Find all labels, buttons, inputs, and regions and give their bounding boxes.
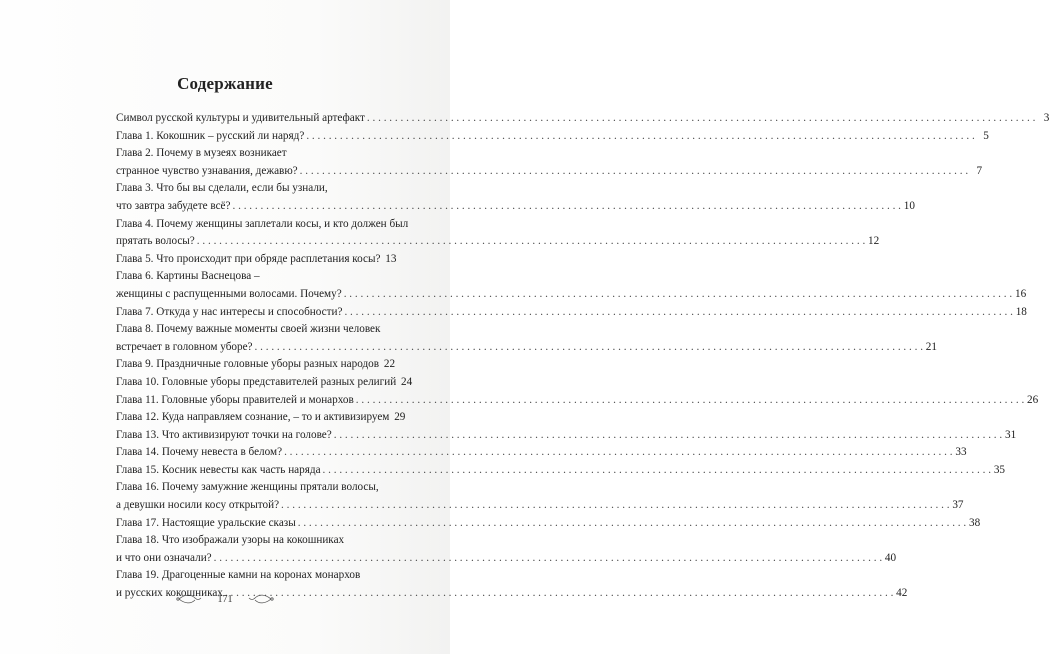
toc-entry-title: Глава 17. Настоящие уральские сказы xyxy=(116,516,296,529)
toc-entry xyxy=(116,304,1027,322)
toc-entry-title: Глава 14. Почему невеста в белом? xyxy=(116,446,283,459)
toc-entry-page: 18 xyxy=(1015,305,1027,318)
dot-leader: . . . . . . . . . . . . . . . . . . . . . . . . . . . . . . . . . . . . . . . . . . . . . . . . . . . . . . . . . . . . . . . . . . . . . . . . . . . . . . . . . . . . . . . . . . . . . . . . . . . . . . . . . . . . . . . . . . . . . . . . xyxy=(344,305,1013,318)
toc-entry-line: Глава 16. Почему замужние женщины прятали волосы, xyxy=(116,481,379,494)
toc-entry xyxy=(116,462,1005,480)
toc-entry xyxy=(116,479,964,514)
toc-entry-title: Глава 11. Головные уборы правителей и монархов xyxy=(116,393,354,406)
toc-entry-row xyxy=(116,427,1017,445)
toc-entry xyxy=(116,268,1027,303)
dot-leader: . . . . . . . . . . . . . . . . . . . . . . . . . . . . . . . . . . . . . . . . . . . . . . . . . . . . . . . . . . . . . . . . . . . . . . . . . . . . . . . . . . . . . . . . . . . . . . . . . . . . . . . . . . . . . . . . . . . . . . . . xyxy=(306,129,975,142)
dot-leader: . . . . . . . . . . . . . . . . . . . . . . . . . . . . . . . . . . . . . . . . . . . . . . . . . . . . . . . . . . . . . . . . . . . . . . . . . . . . . . . . . . . . . . . . . . . . . . . . . . . . . . . . . . . . . . . . . . . . . . . . xyxy=(355,393,1025,406)
toc-entry-page: 10 xyxy=(903,199,915,212)
toc-entry-row xyxy=(116,497,964,515)
toc-entry-title: Глава 13. Что активизируют точки на голове? xyxy=(116,428,332,441)
toc-entry-line: Глава 18. Что изображали узоры на кокошниках xyxy=(116,534,345,547)
toc-entry xyxy=(116,532,897,567)
toc-entry xyxy=(116,444,967,462)
toc-entry-title: Глава 10. Головные уборы представителей разных религий xyxy=(116,375,397,388)
toc-entry-row xyxy=(116,550,897,568)
toc-entry-row xyxy=(116,392,1039,410)
toc-entry-row xyxy=(116,356,396,374)
toc-entry xyxy=(116,145,983,180)
toc-entry-title: Глава 9. Праздничные головные уборы разных народов xyxy=(116,358,380,371)
toc-entry xyxy=(116,392,1039,410)
toc-entry-page: 31 xyxy=(1004,428,1017,441)
toc-entry xyxy=(116,128,989,146)
toc-entry-title: Глава 1. Кокошник – русский ли наряд? xyxy=(116,129,305,142)
dot-leader: . . . . . . . . . . . . . . . . . . . . . . . . . . . . . . . . . . . . . . . . . . . . . . . . . . . . . . . . . . . . . . . . . . . . . . . . . . . . . . . . . . . . . . . . . . . . . . . . . . . . . . . . . . . . . . . . . . . . . . . . xyxy=(281,499,950,512)
toc-entry-row xyxy=(116,374,413,392)
page-title: Содержание xyxy=(177,74,273,93)
toc-entry xyxy=(116,180,915,215)
toc-entry-page: 22 xyxy=(383,358,396,371)
toc-entry-page: 38 xyxy=(968,516,981,529)
toc-entry-row xyxy=(116,409,406,427)
toc-entry-title: и что они означали? xyxy=(116,551,212,564)
toc-entry-page: 37 xyxy=(952,499,964,512)
toc-entry-row xyxy=(116,515,981,533)
toc-entry-page: 16 xyxy=(1014,287,1027,300)
toc-entry xyxy=(116,251,397,269)
toc-entry-page: 21 xyxy=(925,340,937,353)
dot-leader: . . . . . . . . . . . . . . . . . . . . . . . . . . . . . . . . . . . . . . . . . . . . . . . . . . . . . . . . . . . . . . . . . . . . . . . . . . . . . . . . . . . . . . . . . . . . . . . . . . . . . . . . . . . . . . . . . . . . . . . . xyxy=(322,463,991,476)
toc-entry xyxy=(116,356,396,374)
toc-entry-line: Глава 3. Что бы вы сделали, если бы узнали, xyxy=(116,182,328,195)
toc-entry-title: женщины с распущенными волосами. Почему? xyxy=(116,287,342,300)
toc-entry xyxy=(116,427,1017,445)
toc-entry-line: Глава 19. Драгоценные камни на коронах монархов xyxy=(116,569,361,582)
toc-entry-title: встречает в головном уборе? xyxy=(116,340,253,353)
toc-entry-line: Глава 4. Почему женщины заплетали косы, и кто должен был xyxy=(116,217,409,230)
toc-entry-row xyxy=(116,286,1027,304)
table-of-contents xyxy=(116,110,1049,603)
toc-entry-row xyxy=(116,339,937,357)
toc-entry xyxy=(116,216,880,251)
toc-entry-page: 13 xyxy=(385,252,397,265)
toc-entry-page: 40 xyxy=(884,551,897,564)
toc-entry-row xyxy=(116,304,1027,322)
toc-entry-page: 5 xyxy=(983,129,989,142)
toc-entry-page: 24 xyxy=(401,375,413,388)
toc-entry-title: и русских кокошниках xyxy=(116,587,223,600)
toc-entry-title: Глава 5. Что происходит при обряде расплетания косы? xyxy=(116,252,381,265)
toc-entry-title: а девушки носили косу открытой? xyxy=(116,499,280,512)
toc-entry-row xyxy=(116,198,915,216)
dot-leader: . . . . . . . . . . . . . . . . . . . . . . . . . . . . . . . . . . . . . . . . . . . . . . . . . . . . . . . . . . . . . . . . . . . . . . . . . . . . . . . . . . . . . . . . . . . . . . . . . . . . . . . . . . . . . . . . . . . . . . . . xyxy=(196,235,866,248)
dot-leader: . . . . . . . . . . . . . . . . . . . . . . . . . . . . . . . . . . . . . . . . . . . . . . . . . . . . . . . . . . . . . . . . . . . . . . . . . . . . . . . . . . . . . . . . . . . . . . . . . . . . . . . . . . . . . . . . . . . . . . . . xyxy=(343,287,1013,300)
dot-leader: . . . . . . . . . . . . . . . . . . . . . . . . . . . . . . . . . . . . . . . . . . . . . . . . . . . . . . . . . . . . . . . . . . . . . . . . . . . . . . . . . . . . . . . . . . . . . . . . . . . . . . . . . . . . . . . . . . . . . . . . xyxy=(213,551,883,564)
toc-entry-title: странное чувство узнавания, дежавю? xyxy=(116,164,298,177)
dot-leader: . . . . . . . . . . . . . . . . . . . . . . . . . . . . . . . . . . . . . . . . . . . . . . . . . . . . . . . . . . . . . . . . . . . . . . . . . . . . . . . . . . . . . . . . . . . . . . . . . . . . . . . . . . . . . . . . . . . . . . . . xyxy=(297,516,967,529)
toc-entry-page: 7 xyxy=(976,164,983,177)
toc-entry-page: 42 xyxy=(896,587,908,600)
toc-entry-line: Глава 6. Картины Васнецова – xyxy=(116,270,260,283)
toc-entry-row xyxy=(116,128,989,146)
dot-leader: . . . . . . . . . . . . . . . . . . . . . . . . . . . . . . . . . . . . . . . . . . . . . . . . . . . . . . . . . . . . . . . . . . . . . . . . . . . . . . . . . . . . . . . . . . . . . . . . . . . . . . . . . . . . . . . . . . . . . . . . xyxy=(333,428,1003,441)
toc-entry-title: Глава 7. Откуда у нас интересы и способности? xyxy=(116,305,343,318)
toc-entry-page: 35 xyxy=(993,463,1005,476)
toc-entry-title: что завтра забудете всё? xyxy=(116,199,231,212)
toc-entry xyxy=(116,515,981,533)
toc-entry-title: прятать волосы? xyxy=(116,235,195,248)
dot-leader: . . . . . . . . . . . . . . . . . . . . . . . . . . . . . . . . . . . . . . . . . . . . . . . . . . . . . . . . . . . . . . . . . . . . . . . . . . . . . . . . . . . . . . . . . . . . . . . . . . . . . . . . . . . . . . . . . . . . . . . . xyxy=(299,164,969,177)
toc-entry-page: 3 xyxy=(1043,112,1049,124)
toc-entry xyxy=(116,321,937,356)
toc-entry xyxy=(116,409,406,427)
toc-entry-line: Глава 2. Почему в музеях возникает xyxy=(116,147,287,160)
toc-entry-row xyxy=(116,233,880,251)
toc-entry-title: Символ русской культуры и удивительный артефакт xyxy=(116,112,365,124)
toc-entry-row xyxy=(116,110,1049,128)
dot-leader: . . . . . . . . . . . . . . . . . . . . . . . . . . . . . . . . . . . . . . . . . . . . . . . . . . . . . . . . . . . . . . . . . . . . . . . . . . . . . . . . . . . . . . . . . . . . . . . . . . . . . . . . . . . . . . . . . . . . . . . . xyxy=(254,340,923,353)
dot-leader: . . . . . . . . . . . . . . . . . . . . . . . . . . . . . . . . . . . . . . . . . . . . . . . . . . . . . . . . . . . . . . . . . . . . . . . . . . . . . . . . . . . . . . . . . . . . . . . . . . . . . . . . . . . . . . . . . . . . . . . . xyxy=(366,112,1036,124)
toc-entry-row xyxy=(116,462,1005,480)
toc-entry-page: 33 xyxy=(955,446,967,459)
dot-leader: . . . . . . . . . . . . . . . . . . . . . . . . . . . . . . . . . . . . . . . . . . . . . . . . . . . . . . . . . . . . . . . . . . . . . . . . . . . . . . . . . . . . . . . . . . . . . . . . . . . . . . . . . . . . . . . . . . . . . . . . xyxy=(224,587,894,600)
toc-entry xyxy=(116,110,1049,128)
toc-entry-row xyxy=(116,163,983,181)
dot-leader: . . . . . . . . . . . . . . . . . . . . . . . . . . . . . . . . . . . . . . . . . . . . . . . . . . . . . . . . . . . . . . . . . . . . . . . . . . . . . . . . . . . . . . . . . . . . . . . . . . . . . . . . . . . . . . . . . . . . . . . . xyxy=(284,446,953,459)
toc-entry-title: Глава 15. Косник невесты как часть наряда xyxy=(116,463,321,476)
toc-entry-row xyxy=(116,444,967,462)
toc-entry xyxy=(116,374,413,392)
dot-leader: . . . . . . . . . . . . . . . . . . . . . . . . . . . . . . . . . . . . . . . . . . . . . . . . . . . . . . . . . . . . . . . . . . . . . . . . . . . . . . . . . . . . . . . . . . . . . . . . . . . . . . . . . . . . . . . . . . . . . . . . xyxy=(232,199,901,212)
toc-entry-row xyxy=(116,251,397,269)
page-number: 171 xyxy=(217,594,233,605)
toc-entry-page: 12 xyxy=(868,235,880,248)
toc-entry-page: 29 xyxy=(394,411,406,424)
page-footer xyxy=(0,592,450,612)
toc-entry-page: 26 xyxy=(1027,393,1039,406)
toc-entry-line: Глава 8. Почему важные моменты своей жизни человек xyxy=(116,323,381,336)
toc-entry-title: Глава 12. Куда направляем сознание, – то и активизируем xyxy=(116,411,390,424)
